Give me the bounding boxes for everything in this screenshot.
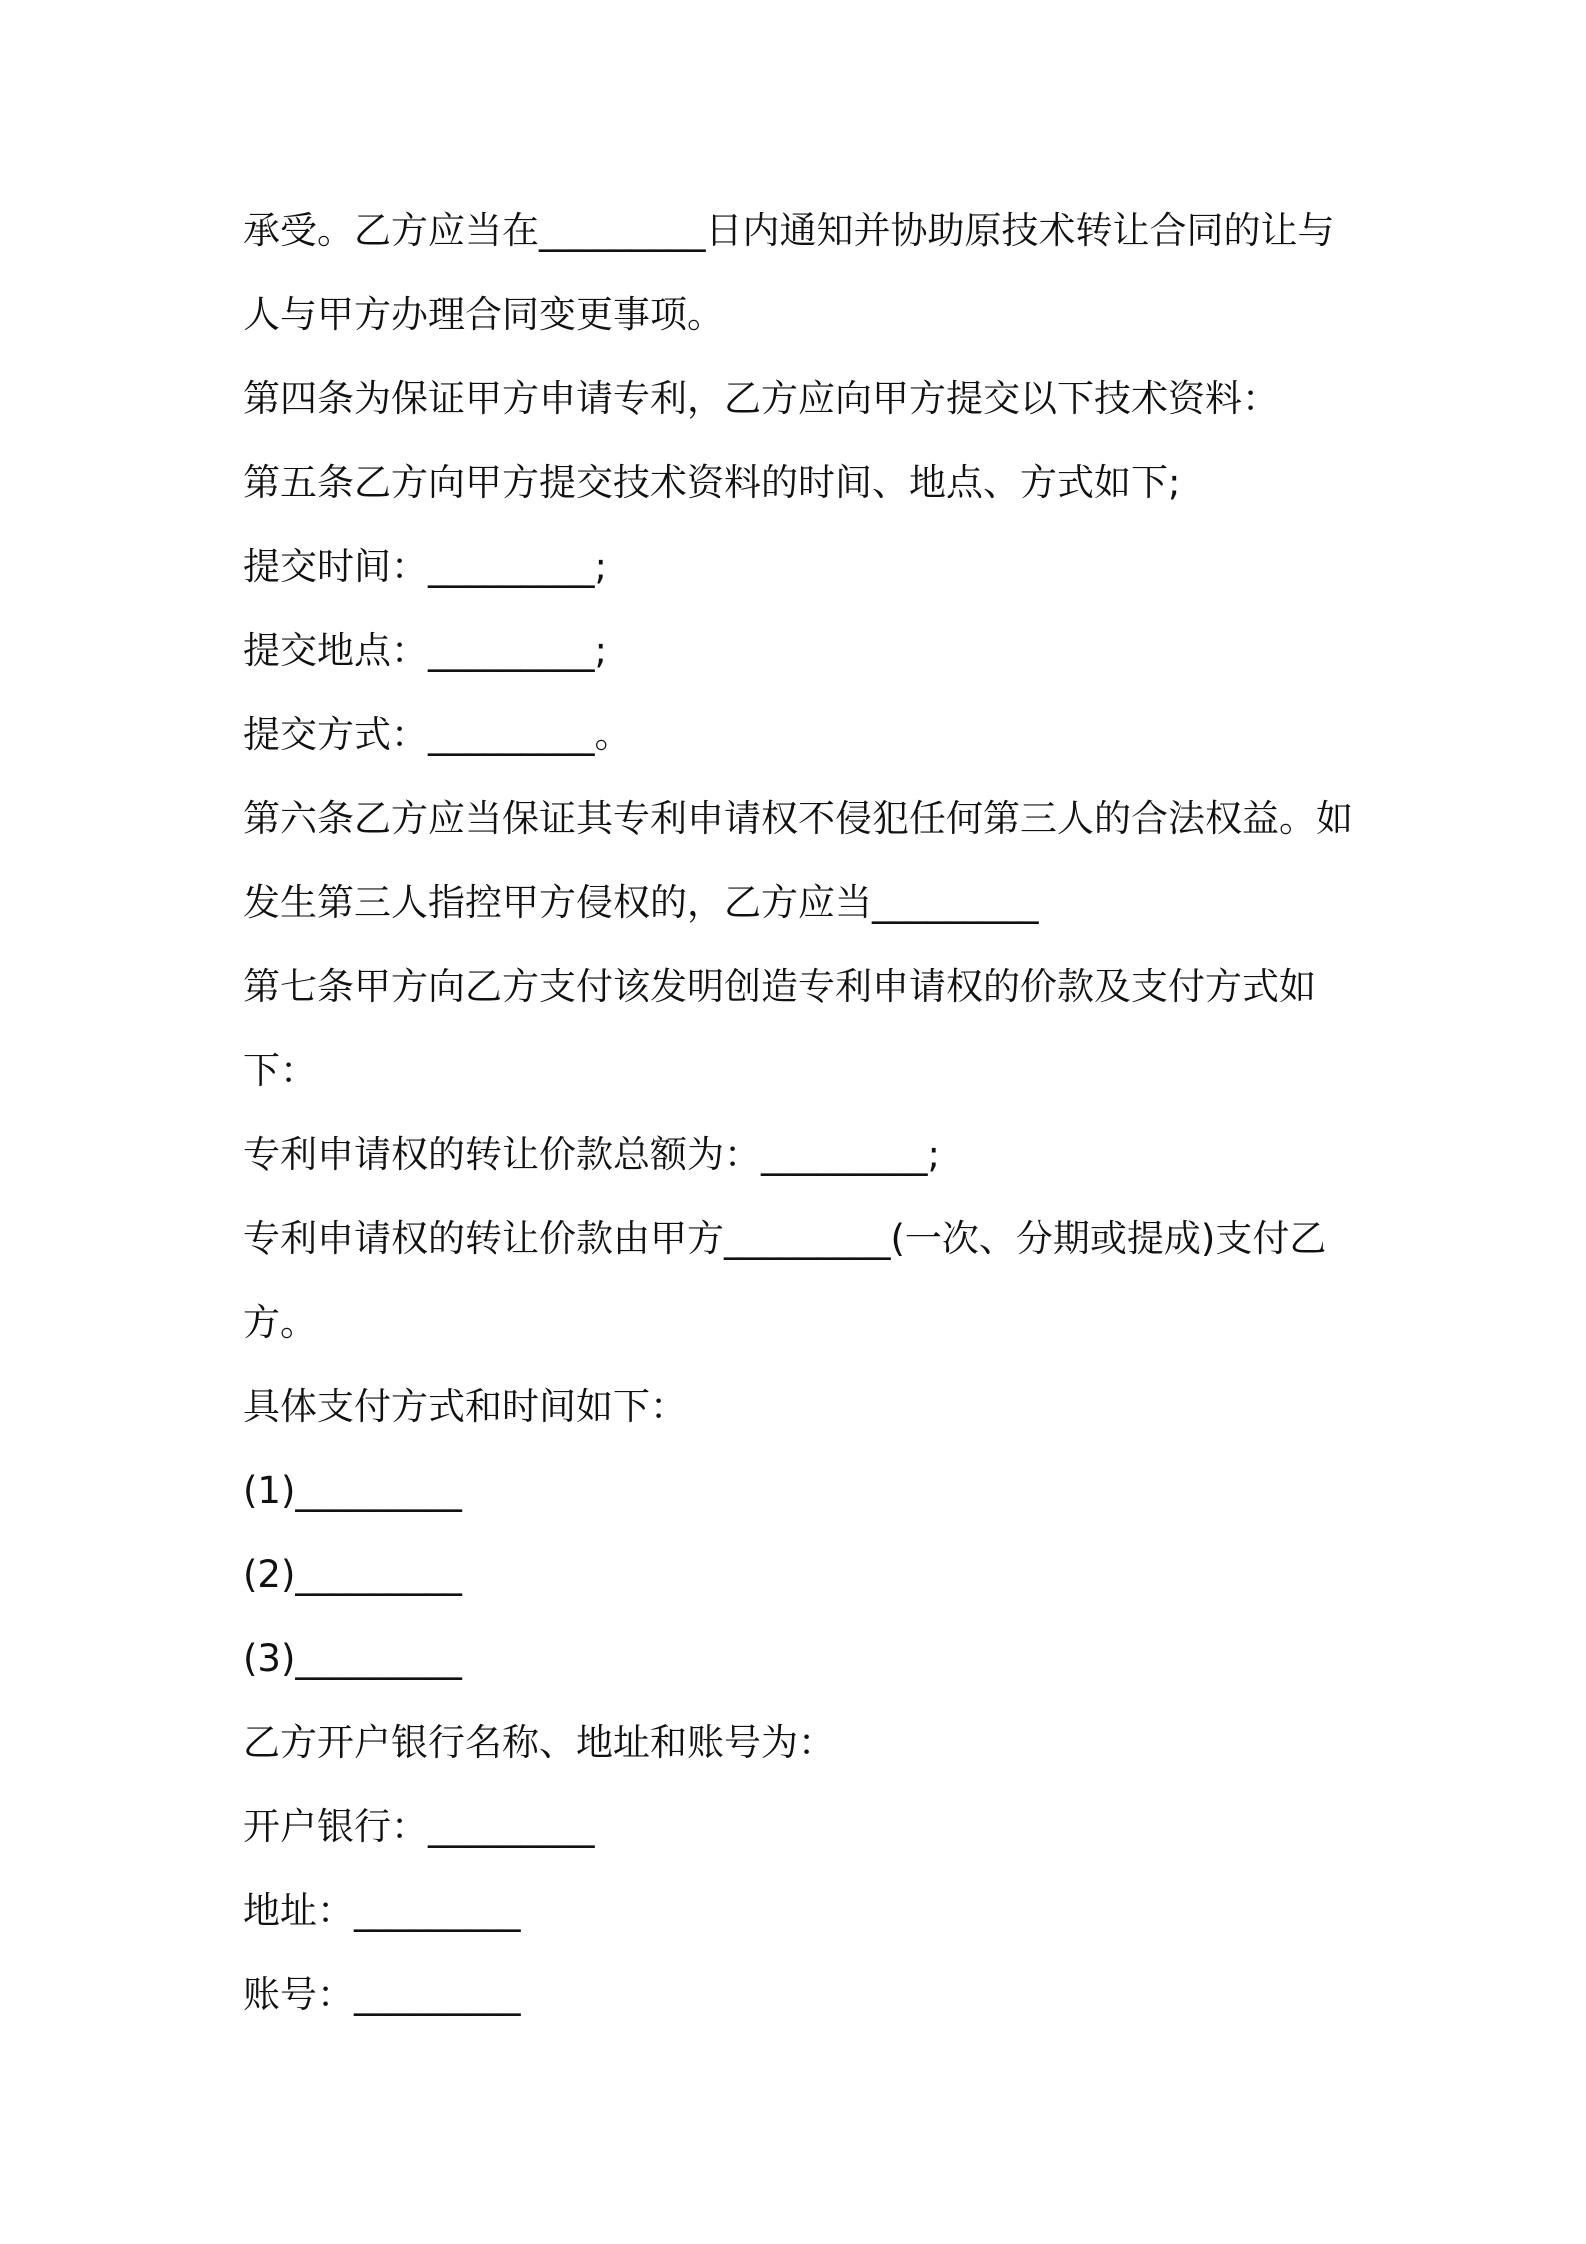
payment-item-1: (1)_________ [243, 1469, 462, 1512]
text-line: 方。 [243, 1301, 317, 1344]
payment-item-3: (3)_________ [243, 1637, 462, 1680]
total-price-line: 专利申请权的转让价款总额为：_________; [243, 1133, 940, 1176]
article-4-line: 第四条为保证甲方申请专利，乙方应向甲方提交以下技术资料： [243, 377, 1279, 420]
article-5-line: 第五条乙方向甲方提交技术资料的时间、地点、方式如下; [243, 461, 1181, 504]
bank-info-heading: 乙方开户银行名称、地址和账号为： [243, 1721, 835, 1764]
submission-method-line: 提交方式：_________。 [243, 713, 632, 756]
submission-place-line: 提交地点：_________; [243, 629, 607, 672]
bank-address-line: 地址：_________ [243, 1889, 521, 1932]
payment-details-heading: 具体支付方式和时间如下： [243, 1385, 687, 1428]
submission-time-line: 提交时间：_________; [243, 545, 607, 588]
text-line: 发生第三人指控甲方侵权的，乙方应当_________ [243, 881, 1039, 924]
article-6-line: 第六条乙方应当保证其专利申请权不侵犯任何第三人的合法权益。如 [243, 797, 1353, 840]
article-7-line: 第七条甲方向乙方支付该发明创造专利申请权的价款及支付方式如 [243, 965, 1316, 1008]
text-line: 下： [243, 1049, 317, 1092]
document-body [243, 196, 1353, 2044]
text-line: 承受。乙方应当在_________日内通知并协助原技术转让合同的让与 [243, 209, 1335, 252]
account-number-line: 账号：_________ [243, 1973, 521, 2016]
bank-name-line: 开户银行：_________ [243, 1805, 595, 1848]
payment-mode-line: 专利申请权的转让价款由甲方_________(一次、分期或提成)支付乙 [243, 1217, 1327, 1260]
text-line: 人与甲方办理合同变更事项。 [243, 293, 724, 336]
payment-item-2: (2)_________ [243, 1553, 462, 1596]
